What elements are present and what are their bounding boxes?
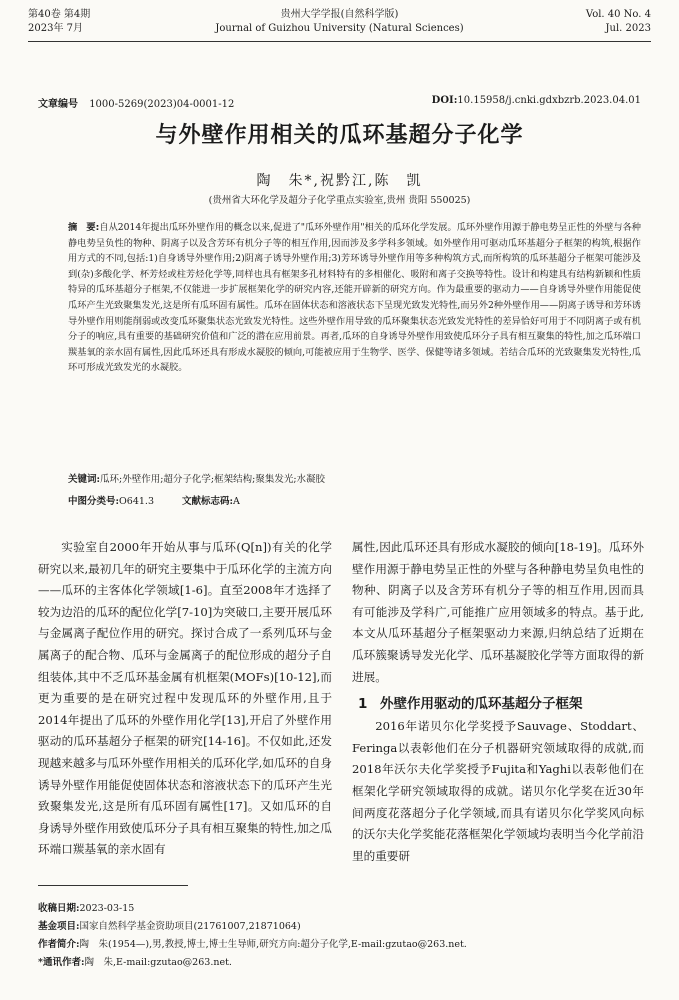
doc-code: A — [233, 496, 240, 507]
corresponding-author: *通讯作者:陶 朱,E-mail:gzutao@263.net. — [38, 957, 232, 968]
doi: DOI:10.15958/j.cnki.gdxbzrb.2023.04.01 — [431, 95, 641, 106]
abstract-text: 自从2014年提出瓜环外壁作用的概念以来,促进了"瓜环外壁作用"相关的瓜环化学发展。瓜环外壁作用源于静电势呈正性的外壁与各种静电势呈负性的物种、阴离子以及含芳环有机分子等的相互作用,因而涉及多学科多领域。如外壁作用可驱动瓜环基超分子框架的构筑,根据作用方式的不同,包括:1)自身诱导外壁作用;2)阴离子诱导外壁作用;3)芳环诱导外壁作用等多种构筑方式,而所构筑的瓜环基超分子框架可能涉及到(杂)多酸化学、杯芳烃或柱芳烃化学等,同样也具有框架多孔材料特有的多相催化、吸附和离子交换等特性。设计和构建具有结构新颖和性质特异的瓜环基超分子框架,不仅能进一步扩展框架化学的研究内容,还能开辟新的研究方向。作为最重要的驱动力——自身诱导外壁作用能促使瓜环产生光致聚集发光,这是所有瓜环固有属性。瓜环在固体状态和溶液状态下呈现光致发光特性,而另外2种外壁作用——阴离子诱导和芳环诱导外壁作用则能削弱或改变瓜环聚集状态光致发光特性。这些外壁作用导致的瓜环聚集状态光致发光特性的差异恰好可用于不同阴离子或有机分子的响应,具有重要的基础研究价值和广泛的潜在应用前景。再者,瓜环的自身诱导外壁作用致使瓜环分子具有相互聚集的特性,加之瓜环端口羰基氧的亲水固有属性,因此瓜环还具有形成水凝胶的倾向,可能被应用于生物学、医学、保健等诸多领域。若结合瓜环的光致聚集发光特性,瓜环可形成光致发光的水凝胶。 — [68, 222, 641, 374]
fund-info: 基金项目:国家自然科学基金资助项目(21761007,21871064) — [38, 921, 301, 932]
received-date: 收稿日期:2023-03-15 — [38, 903, 135, 914]
keywords-label: 关键词: — [68, 474, 101, 485]
affiliation: (贵州省大环化学及超分子化学重点实验室,贵州 贵阳 550025) — [208, 195, 471, 206]
abstract-label: 摘 要: — [68, 222, 100, 233]
header-journal: 贵州大学学报(自然科学版) Journal of Guizhou University (Natural Sciences) — [215, 9, 464, 34]
clc-code: O641.3 — [119, 496, 155, 507]
article-meta — [38, 95, 641, 110]
footnote-rule — [38, 885, 188, 886]
clc-label: 中图分类号: — [68, 496, 120, 507]
body-paragraph: 实验室自2000年开始从事与瓜环(Q[n])有关的化学研究以来,最初几年的研究主要集中于瓜环化学的主流方向——瓜环的主客体化学领域[1-6]。直至2008年才选择了较为边沿的瓜环的配位化学[7-10]为突破口,主要开展瓜环与金属离子配位作用的研究。探讨合成了一系列瓜环与金属离子的配合物、瓜环与金属离子的配位形成的超分子自组装体,其中不乏瓜环基金属有机框架(MOFs)[10-12],而更为重要的是在研究过程中发现瓜环的外壁作用,且于2014年提出了瓜环的外壁作用化学[13],开启了外壁作用驱动的瓜环基超分子框架的研究[14-16]。不仅如此,还发现越来越多与瓜环外壁作用相关的瓜环化学,如瓜环的自身诱导外壁作用能促使固体状态和溶液状态下的瓜环产生光致聚集发光,这是所有瓜环固有属性[17]。又如瓜环的自身诱导外壁作用致使瓜环分子具有相互聚集的特性,加之瓜环端口羰基氧的亲水固有 — [38, 540, 332, 857]
body-paragraph: 属性,因此瓜环还具有形成水凝胶的倾向[18-19]。瓜环外壁作用源于静电势呈正性的外壁与各种静电势呈负电性的物种、阴离子以及含芳环有机分子等的相互作用,因而具有可能涉及学科广,可能推广应用领域多的特点。基于此,本文从瓜环基超分子框架驱动力来源,归纳总结了近期在瓜环簇聚诱导发光化学、瓜环基凝胶化学等方面取得的新进展。 — [352, 540, 644, 684]
paper-title: 与外壁作用相关的瓜环基超分子化学 — [155, 123, 524, 148]
running-header — [28, 8, 651, 54]
author-bio: 作者简介:陶 朱(1954—),男,教授,博士,博士生导师,研究方向:超分子化学,E-mail:gzutao@263.net. — [38, 939, 467, 950]
header-volume: 第40卷 第4期 2023年 7月 — [28, 9, 91, 34]
header-vol-en: Vol. 40 No. 4 Jul. 2023 — [585, 9, 651, 34]
keywords — [68, 471, 641, 485]
footnotes — [38, 900, 641, 972]
classification — [68, 493, 641, 507]
body-left-column — [38, 537, 332, 861]
authors: 陶 朱*,祝黔江,陈 凯 — [256, 173, 423, 189]
section-number: 1 — [358, 696, 368, 713]
article-no: 1000-5269(2023)04-0001-12 — [89, 99, 235, 110]
header-rule — [28, 41, 651, 42]
doc-code-label: 文献标志码: — [182, 496, 234, 507]
article-no-label: 文章编号 — [38, 99, 78, 110]
section-heading — [358, 692, 644, 716]
section-title: 外壁作用驱动的瓜环基超分子框架 — [380, 696, 583, 713]
body-paragraph: 2016年诺贝尔化学奖授予Sauvage、Stoddart、Feringa以表彰他们在分子机器研究领域取得的成就,而2018年沃尔夫化学奖授予Fujita和Yaghi以表彰他们在框架化学研究领域取得的成就。诺贝尔化学奖在近30年间两度花落超分子化学领域,而具有诺贝尔化学奖风向标的沃尔夫化学奖能花落框架化学领域均表明当今化学前沿里的重要研 — [352, 719, 644, 863]
body-right-column — [352, 537, 644, 867]
keywords-text: 瓜环;外壁作用;超分子化学;框架结构;聚集发光;水凝胶 — [100, 474, 326, 485]
abstract — [68, 220, 641, 376]
